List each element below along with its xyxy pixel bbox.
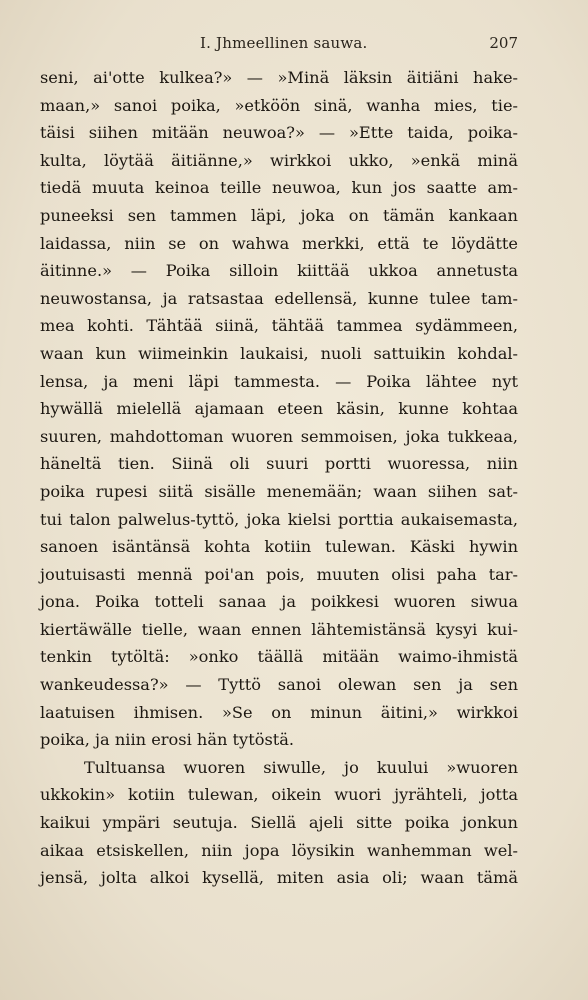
text-line: tiedä muuta keinoa teille neuwoa, kun jos saatte am-: [40, 178, 518, 198]
text-line: hywällä mielellä ajamaan eteen käsin, kunne kohtaa: [40, 399, 518, 419]
text-line: maan,» sanoi poika, »etköön sinä, wanha mies, tie-: [40, 95, 518, 115]
body-text: [40, 64, 518, 892]
text-line: joutuisasti mennä poi'an pois, muuten olisi paha tar-: [40, 564, 518, 584]
text-line: jona. Poika totteli sanaa ja poikkesi wuoren siwua: [40, 592, 518, 612]
text-line: aikaa etsiskellen, niin jopa löysikin wanhemman wel-: [40, 840, 518, 860]
text-line: äitinne.» — Poika silloin kiittää ukkoa annetusta: [40, 261, 518, 281]
text-line: mea kohti. Tähtää siinä, tähtää tammea sydämmeen,: [40, 316, 518, 336]
text-line: sanoen isäntänsä kohta kotiin tulewan. Käski hywin: [40, 537, 518, 557]
text-line: lensa, ja meni läpi tammesta. — Poika lähtee nyt: [40, 371, 518, 391]
text-line: täisi siihen mitään neuwoa?» — »Ette taida, poika-: [40, 123, 518, 143]
page-number: 207: [489, 34, 518, 52]
text-line: seni, ai'otte kulkea?» — »Minä läksin äitiäni hake-: [40, 68, 518, 87]
paragraph-end-line: poika, ja niin erosi hän tytöstä.: [40, 730, 295, 750]
text-line: kiertäwälle tielle, waan ennen lähtemistänsä kysyi kui-: [40, 619, 518, 639]
text-line: ukkokin» kotiin tulewan, oikein wuori jyrähteli, jotta: [40, 785, 518, 805]
page-header: [40, 34, 520, 56]
text-line: tui talon palwelus-tyttö, joka kielsi porttia aukaisemasta,: [40, 509, 518, 529]
text-line: suuren, mahdottoman wuoren semmoisen, joka tukkeaa,: [40, 426, 518, 446]
text-line: laidassa, niin se on wahwa merkki, että te löydätte: [40, 233, 518, 253]
text-line: häneltä tien. Siinä oli suuri portti wuoressa, niin: [40, 454, 518, 474]
text-line: tenkin tytöltä: »onko täällä mitään waimo-ihmistä: [40, 647, 518, 667]
text-line: poika rupesi siitä sisälle menemään; waan siihen sat-: [40, 481, 518, 501]
text-line: neuwostansa, ja ratsastaa edellensä, kunne tulee tam-: [40, 288, 518, 308]
text-line: waan kun wiimeinkin laukaisi, nuoli sattuikin kohdal-: [40, 343, 518, 363]
text-line: kulta, löytää äitiänne,» wirkkoi ukko, »enkä minä: [40, 150, 518, 170]
text-line: kaikui ympäri seutuja. Siellä ajeli sitte poika jonkun: [40, 813, 518, 833]
paragraph-start-line: Tultuansa wuoren siwulle, jo kuului »wuoren: [84, 757, 518, 777]
running-head: I. Jhmeellinen sauwa.: [200, 34, 368, 52]
text-line: puneeksi sen tammen läpi, joka on tämän kankaan: [40, 205, 518, 225]
text-line: laatuisen ihmisen. »Se on minun äitini,» wirkkoi: [40, 702, 518, 722]
text-line: jensä, jolta alkoi kysellä, miten asia oli; waan tämä: [40, 868, 518, 888]
text-line: wankeudessa?» — Tyttö sanoi olewan sen ja sen: [40, 675, 518, 695]
